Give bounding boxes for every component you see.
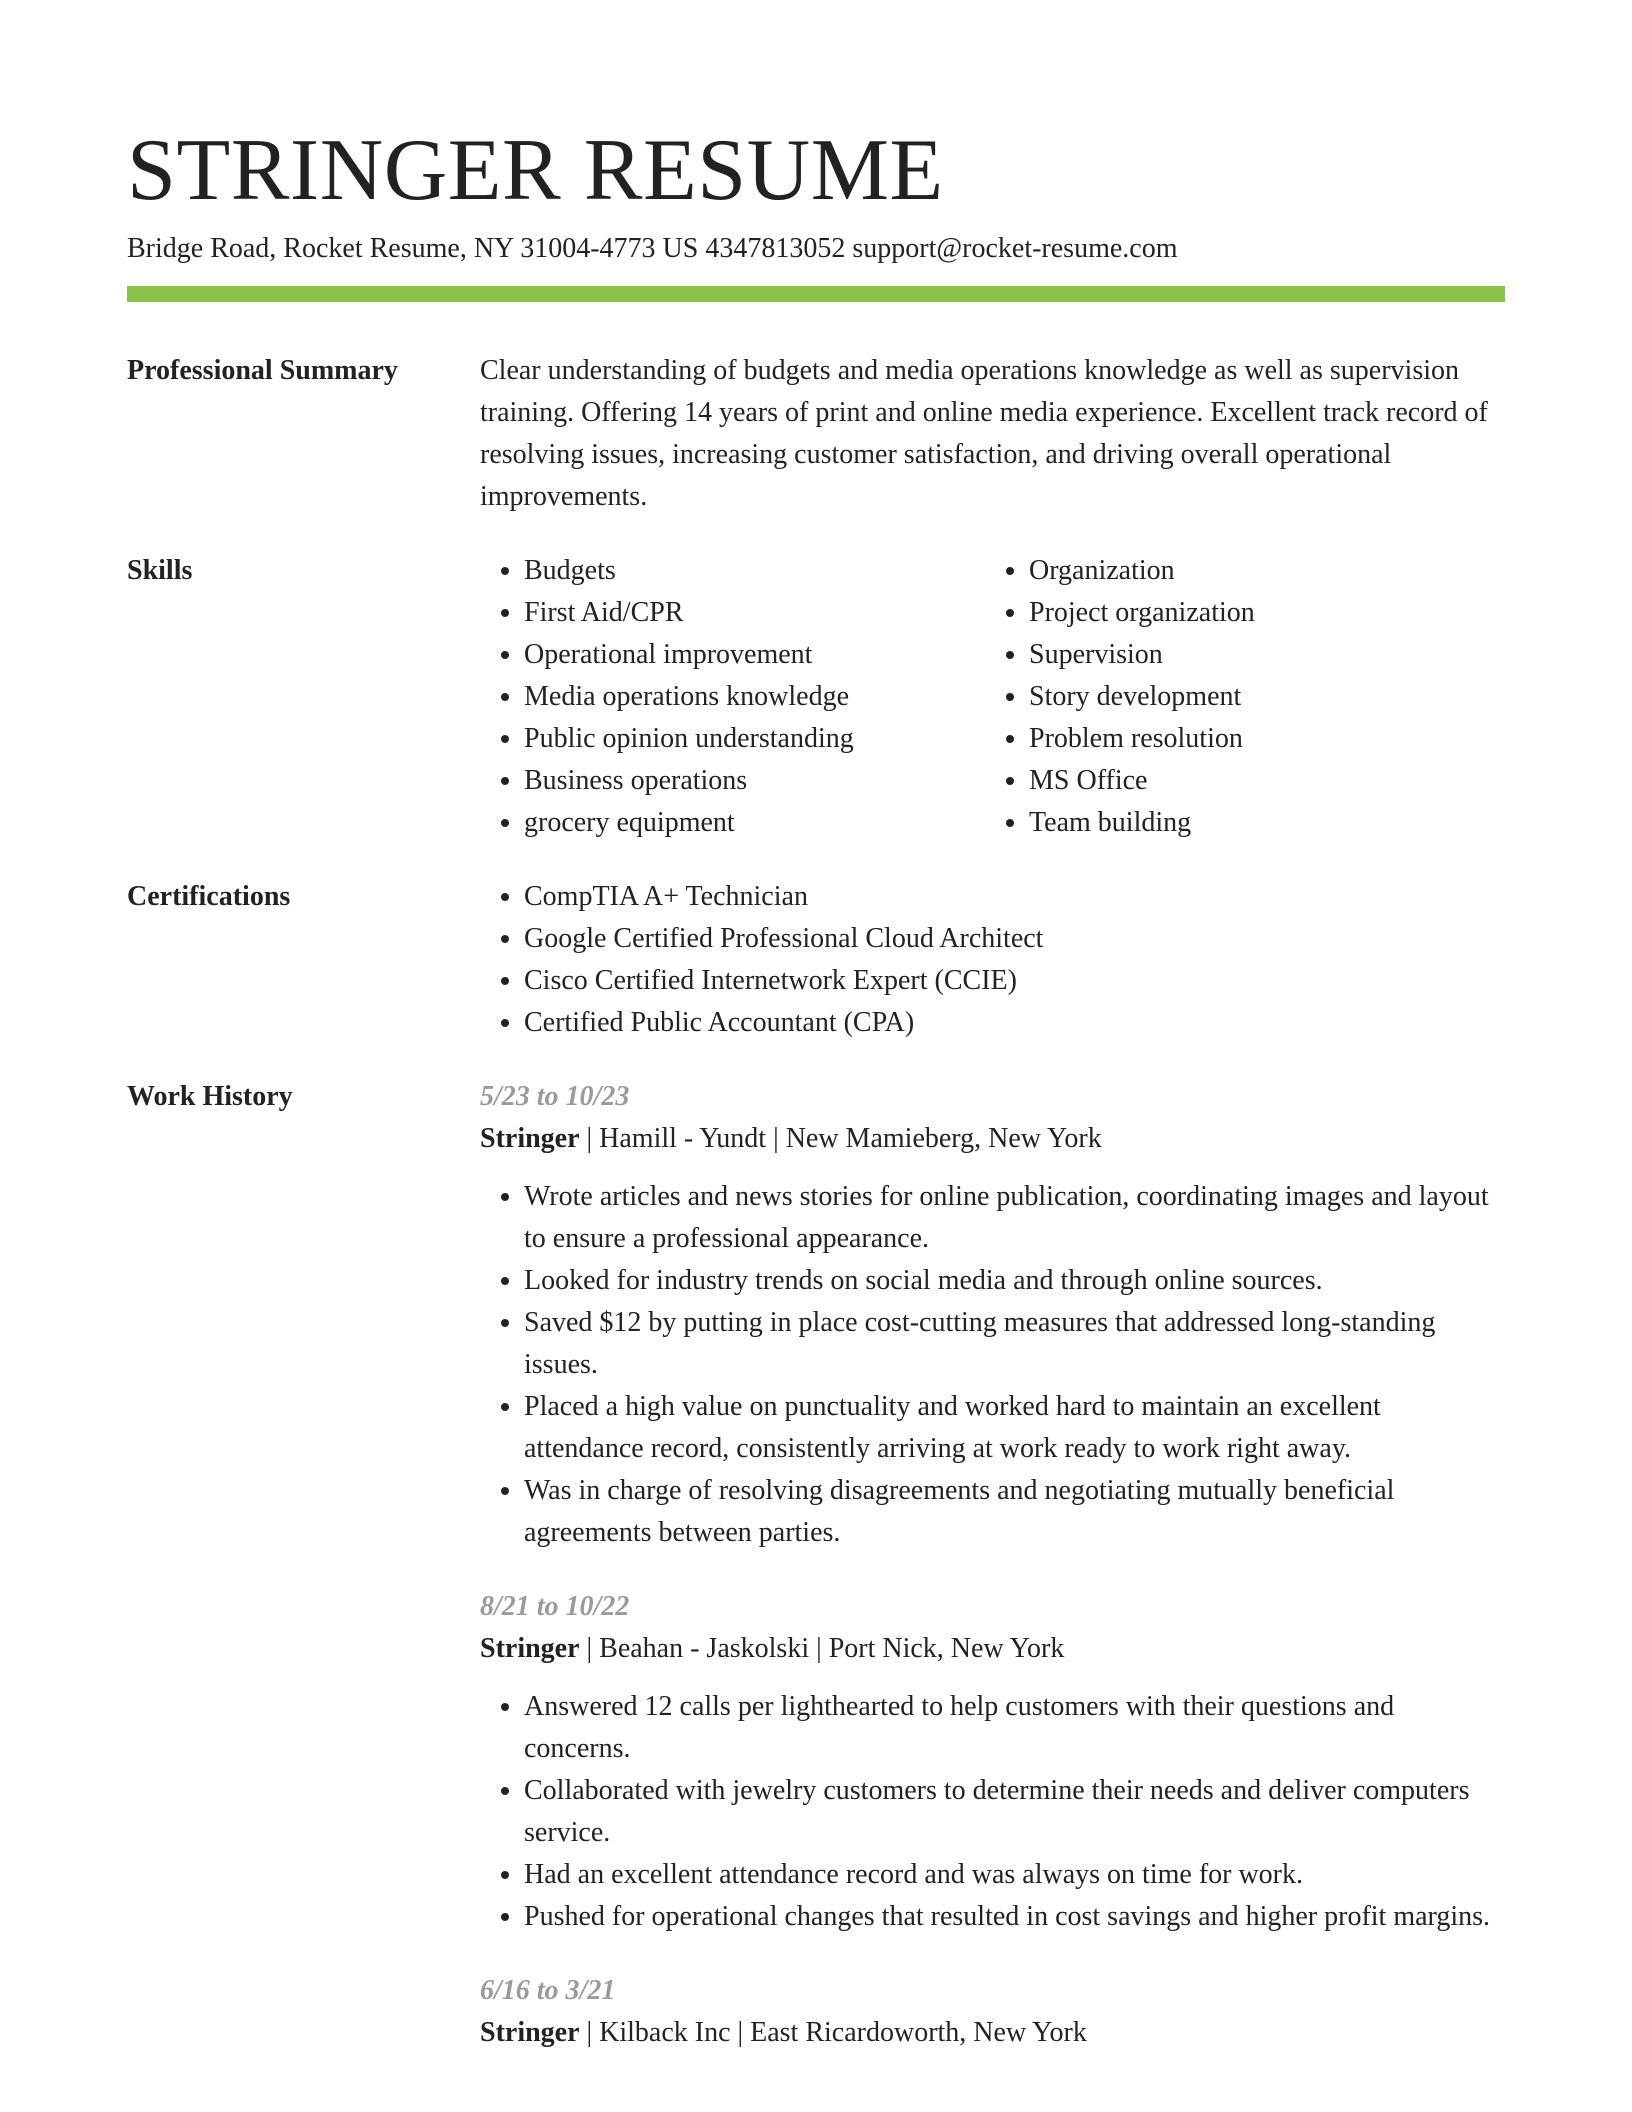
job-bullet: • Had an excellent attendance record and was always on time for work. xyxy=(524,1854,1505,1896)
section-certifications xyxy=(127,876,1505,1044)
job-title-line xyxy=(480,1118,1505,1160)
skill-item: • First Aid/CPR xyxy=(524,592,985,634)
job-bullet: • Wrote articles and news stories for online publication, coordinating images and layout to ensure a professional appearance. xyxy=(524,1176,1505,1260)
section-title-work-history: Work History xyxy=(127,1081,293,1112)
skill-item: • Project organization xyxy=(1029,592,1490,634)
section-title-skills: Skills xyxy=(127,555,193,586)
section-title-certifications: Certifications xyxy=(127,881,291,912)
certification-item: • Cisco Certified Internetwork Expert (CCIE) xyxy=(524,960,1505,1002)
skill-item: • Operational improvement xyxy=(524,634,985,676)
skill-item: • Public opinion understanding xyxy=(524,718,985,760)
job-entry xyxy=(480,1586,1505,1938)
skill-item: • Organization xyxy=(1029,550,1490,592)
skill-item: • Media operations knowledge xyxy=(524,676,985,718)
certifications-body xyxy=(480,876,1505,1044)
section-summary xyxy=(127,350,1505,518)
section-work-history xyxy=(127,1076,1505,2070)
job-employer-location: | Kilback Inc | East Ricardoworth, New York xyxy=(579,2017,1087,2048)
certification-item: • Google Certified Professional Cloud Architect xyxy=(524,918,1505,960)
skill-item: • grocery equipment xyxy=(524,802,985,844)
skill-item: • Problem resolution xyxy=(1029,718,1490,760)
job-entry xyxy=(480,1970,1505,2054)
resume-content xyxy=(127,350,1505,2102)
resume-name: STRINGER RESUME xyxy=(127,122,944,219)
job-dates: 6/16 to 3/21 xyxy=(480,1975,616,2006)
job-bullet: • Pushed for operational changes that resulted in cost savings and higher profit margins. xyxy=(524,1896,1505,1938)
job-bullet: • Looked for industry trends on social media and through online sources. xyxy=(524,1260,1505,1302)
job-employer-location: | Hamill - Yundt | New Mamieberg, New York xyxy=(579,1123,1102,1154)
skills-column-2 xyxy=(985,550,1490,844)
skill-item: • Supervision xyxy=(1029,634,1490,676)
job-employer-location: | Beahan - Jaskolski | Port Nick, New York xyxy=(579,1633,1065,1664)
skill-item: • Team building xyxy=(1029,802,1490,844)
section-title-summary: Professional Summary xyxy=(127,355,398,386)
job-title-line xyxy=(480,2012,1505,2054)
job-title-line xyxy=(480,1628,1505,1670)
job-title: Stringer xyxy=(480,1123,580,1154)
skill-item: • Business operations xyxy=(524,760,985,802)
work-history-body xyxy=(480,1076,1505,2070)
summary-body xyxy=(480,350,1505,518)
job-bullet: • Collaborated with jewelry customers to determine their needs and deliver computers service. xyxy=(524,1770,1505,1854)
job-title: Stringer xyxy=(480,2017,580,2048)
job-dates: 8/21 to 10/22 xyxy=(480,1591,630,1622)
skills-grid xyxy=(480,550,1505,844)
skill-item: • Budgets xyxy=(524,550,985,592)
job-title: Stringer xyxy=(480,1633,580,1664)
job-bullet: • Answered 12 calls per lighthearted to help customers with their questions and concerns. xyxy=(524,1686,1505,1770)
contact-line: Bridge Road, Rocket Resume, NY 31004-4773 US 4347813052 support@rocket-resume.com xyxy=(127,233,1178,264)
job-dates: 5/23 to 10/23 xyxy=(480,1081,630,1112)
summary-text: Clear understanding of budgets and media operations knowledge as well as supervision training. Offering 14 years of print and online media experience. Excellent track record of resolving issues, increasing customer satisfaction, and driving overall operational improvements. xyxy=(480,355,1488,512)
accent-divider xyxy=(127,286,1505,302)
job-bullet: • Placed a high value on punctuality and worked hard to maintain an excellent attendance record, consistently arriving at work ready to work right away. xyxy=(524,1386,1505,1470)
skill-item: • MS Office xyxy=(1029,760,1490,802)
section-skills xyxy=(127,550,1505,844)
skills-column-1 xyxy=(480,550,985,844)
job-bullet: • Was in charge of resolving disagreements and negotiating mutually beneficial agreements between parties. xyxy=(524,1470,1505,1554)
certification-item: • Certified Public Accountant (CPA) xyxy=(524,1002,1505,1044)
job-entry xyxy=(480,1076,1505,1554)
skill-item: • Story development xyxy=(1029,676,1490,718)
job-bullet: • Saved $12 by putting in place cost-cutting measures that addressed long-standing issues. xyxy=(524,1302,1505,1386)
certification-item: • CompTIA A+ Technician xyxy=(524,876,1505,918)
